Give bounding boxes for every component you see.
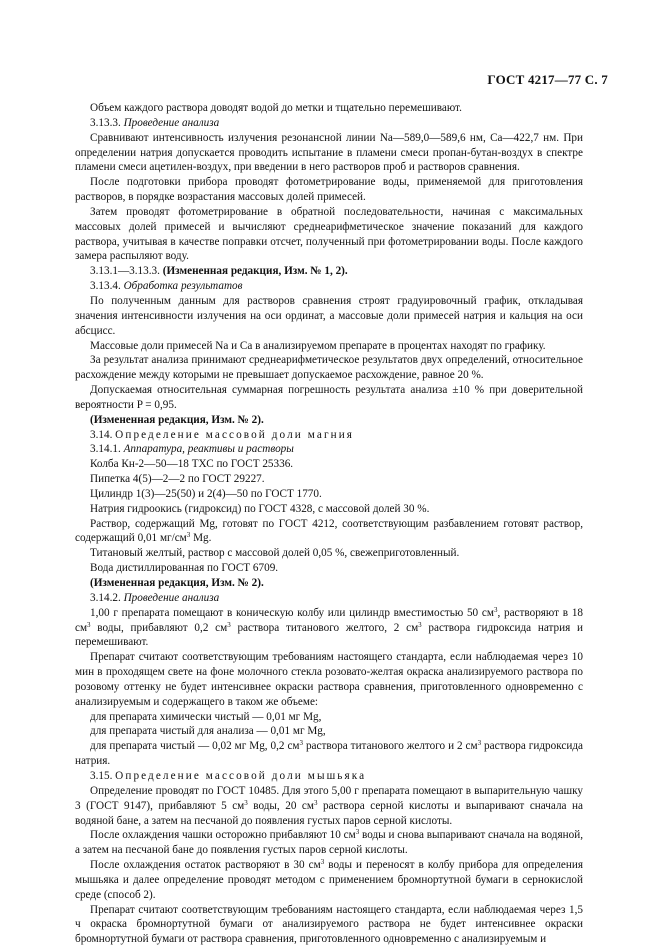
paragraph: За результат анализа принимают среднеарифметическое результатов двух определений, относительное расхождение между которыми не превышает допускаемое расхождение, равное 20 %. <box>75 354 583 382</box>
paragraph: Объем каждого раствора доводят водой до метки и тщательно перемешивают. <box>90 102 462 114</box>
paragraph: Препарат считают соответствующим требованиям настоящего стандарта, если наблюдаемая через 10 мин в проходящем свете на фоне молочного стекла розовато-желтая окраска анализируемого раствора по розовому оттенку не будет интенсивнее окраски раствора сравнения, приготовленного одновременно с анализируемым и содержащего в таком же объеме: <box>75 651 583 708</box>
paragraph: Колба Кн-2—50—18 ТХС по ГОСТ 25336. <box>90 458 294 471</box>
section-title: 3.14. Определение массовой доли магния <box>90 428 355 441</box>
paragraph: Цилиндр 1(3)—25(50) и 2(4)—50 по ГОСТ 1770. <box>90 487 322 500</box>
section-heading: 3.13.4. Обработка результатов <box>90 280 243 293</box>
section-heading: 3.13.3. Проведение анализа <box>90 116 220 129</box>
revision-note: 3.13.1—3.13.3. (Измененная редакция, Изм. № 1, 2). <box>90 265 348 278</box>
page-header: ГОСТ 4217—77 С. 7 <box>487 72 608 87</box>
revision-note: (Измененная редакция, Изм. № 2). <box>90 413 264 426</box>
paragraph: Титановый желтый, раствор с массовой долей 0,05 %, свежеприготовленный. <box>90 547 460 560</box>
paragraph: По полученным данным для растворов сравнения строят градуировочный график, откладывая значения интенсивности излучения на оси ординат, а массовые доли примесей натрия и кальция на оси абсцисс. <box>75 294 583 337</box>
section-title: 3.15. Определение массовой доли мышьяка <box>90 769 367 782</box>
paragraph: Сравнивают интенсивность излучения резонансной линии Na—589,0—589,6 нм, Са—422,7 нм. При определении натрия допускается проводить испытание в пламени смеси пропан-бутан-воздух в спектре пламени смеси ацетилен-воздух, при введении в него растворов проб и растворов сравнения. <box>75 131 583 174</box>
paragraph: Затем проводят фотометрирование в обратной последовательности, начиная с максимальных массовых долей примесей и вычисляют среднеарифметическое значение показаний для каждого раствора, учитывая в качестве поправки отсчет, полученный при фотометрировании воды. После каждого замера распыляют воду. <box>75 205 583 263</box>
paragraph: для препарата чистый — 0,02 мг Mg, 0,2 $см^3$ раствора титанового желтого и 2 $см^3$ раствора гидроксида натрия. <box>75 739 583 768</box>
paragraph: 1,00 г препарата помещают в коническую колбу или цилиндр вместимостью 50 $см^3$, растворяют в 18 $см^3$ воды, прибавляют 0,2 $см^3$ раствора титанового желтого, 2 $см^3$ раствора гидроксида натрия и перемешивают. <box>75 605 584 649</box>
paragraph: Допускаемая относительная суммарная погрешность результата анализа ±10 % при доверительной вероятности P = 0,95. <box>75 384 583 411</box>
paragraph: для препарата химически чистый — 0,01 мг Mg, <box>90 710 322 723</box>
paragraph: После подготовки прибора проводят фотометрирование воды, применяемой для приготовления растворов, в порядке возрастания массовых долей примесей. <box>75 176 583 204</box>
paragraph: Массовые доли примесей Na и Са в анализируемом препарате в процентах находят по графику. <box>90 339 546 352</box>
paragraph: Пипетка 4(5)—2—2 по ГОСТ 29227. <box>90 473 265 486</box>
paragraph: Вода дистиллированная по ГОСТ 6709. <box>90 562 279 575</box>
paragraph: для препарата чистый для анализа — 0,01 мг Mg, <box>90 725 326 738</box>
document-body <box>75 101 583 947</box>
paragraph: После охлаждения чашки осторожно прибавляют 10 $см^3$ воды и снова выпаривают сначала на водяной, а затем на песчаной бане до появления густых паров серной кислоты. <box>75 828 583 857</box>
revision-note: (Измененная редакция, Изм. № 2). <box>90 577 264 589</box>
paragraph: Препарат считают соответствующим требованиям настоящего стандарта, если наблюдаемая через 1,5 ч окраска бромнортутной бумаги от анализируемого раствора не будет интенсивнее окраски бромнортутной бумаги от раствора сравнения, приготовленного одновременно с анализируемым и <box>75 903 583 946</box>
paragraph: Раствор, содержащий Mg, готовят по ГОСТ 4212, соответствующим разбавлением готовят раствор, содержащий 0,01 $мг/см^3$ Mg. <box>75 517 583 545</box>
paragraph: Натрия гидроокись (гидроксид) по ГОСТ 4328, с массовой долей 30 %. <box>90 502 430 515</box>
paragraph: После охлаждения остаток растворяют в 30 $см^3$ воды и переносят в колбу прибора для определения мышьяка и далее определение проводят методом с применением бромнортутной бумаги в сернокислой среде (способ 2). <box>75 858 583 901</box>
section-heading: 3.14.2. Проведение анализа <box>90 591 220 604</box>
paragraph: Определение проводят по ГОСТ 10485. Для этого 5,00 г препарата помещают в выпарительную чашку 3 (ГОСТ 9147), прибавляют 5 $см^3$ воды, 20 $см^3$ раствора серной кислоты и выпаривают сначала на водяной бане, а затем на песчаной до появления густых паров серной кислоты. <box>75 784 583 827</box>
section-heading: 3.14.1. Аппаратура, реактивы и растворы <box>90 443 294 456</box>
